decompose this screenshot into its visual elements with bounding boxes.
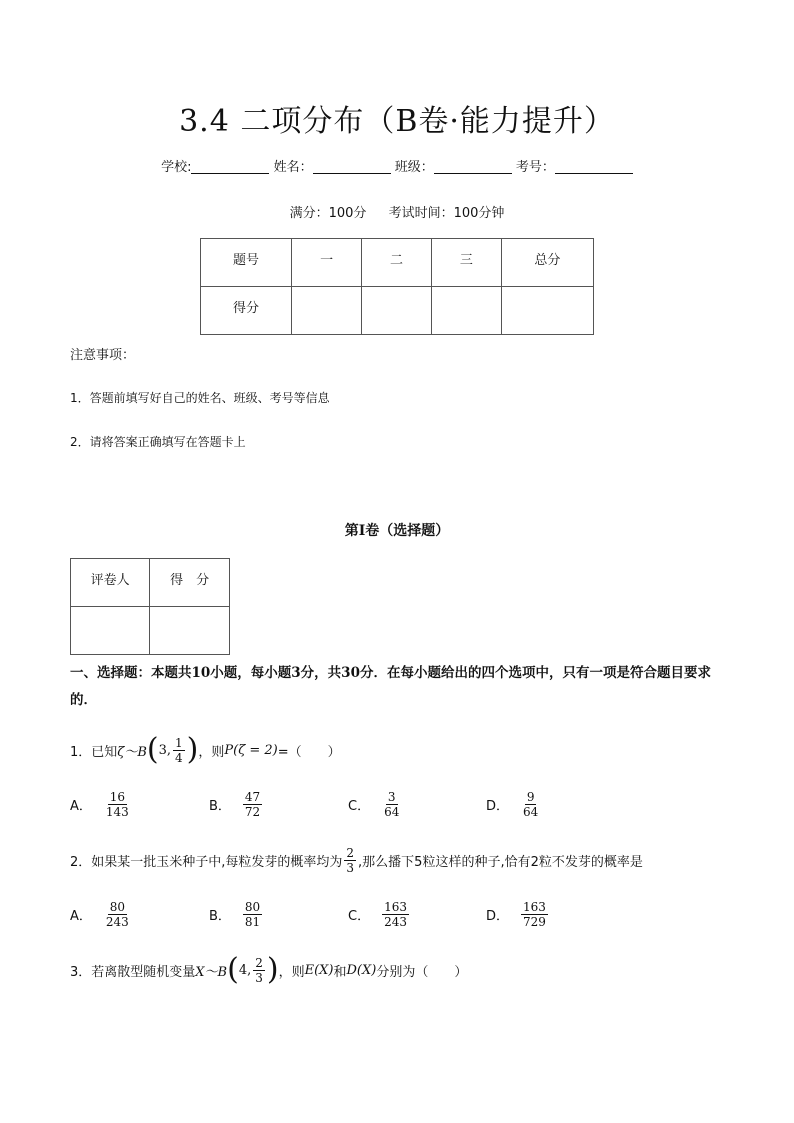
score-cell[interactable] xyxy=(501,287,593,335)
number-blank xyxy=(555,159,633,174)
fraction-numerator: 9 xyxy=(526,790,535,804)
question-text: ,那么播下5粒这样的种子,恰有2粒不发芽的概率是 xyxy=(358,855,643,870)
math-expression: E(X) xyxy=(304,962,334,978)
question-text: 1．已知 xyxy=(70,744,118,760)
option-label: B． xyxy=(209,799,231,814)
option-label: D． xyxy=(486,909,510,924)
fraction-numerator: 3 xyxy=(387,790,396,804)
option-d[interactable] xyxy=(486,790,542,819)
question-text: 分别为（ ） xyxy=(376,964,468,980)
fraction-denominator: 81 xyxy=(244,915,261,929)
math-expression: P(ζ = 2) xyxy=(224,742,278,758)
question-text: =（ ） xyxy=(277,744,341,760)
fraction-numerator: 80 xyxy=(109,900,125,914)
question-2 xyxy=(70,846,643,875)
grader-cell[interactable] xyxy=(71,607,150,655)
exam-time: 考试时间：100分钟 xyxy=(388,206,505,221)
part-heading: 一、选择题：本题共10小题，每小题3分，共30分．在每小题给出的四个选项中，只有一项是符合题目要求的． xyxy=(70,665,711,708)
full-score: 满分：100分 xyxy=(289,206,367,221)
option-a[interactable] xyxy=(70,900,133,929)
score-header-cell: 二 xyxy=(362,239,432,287)
fraction-numerator: 2 xyxy=(346,846,355,860)
option-b[interactable] xyxy=(209,790,264,819)
grader-header-cell: 评卷人 xyxy=(71,559,150,607)
fraction-numerator: 1 xyxy=(175,735,183,750)
score-row-label: 得分 xyxy=(201,287,292,335)
fraction-denominator: 243 xyxy=(105,915,129,929)
option-label: C． xyxy=(348,909,371,924)
grader-table xyxy=(70,558,230,655)
question-text: ，则 xyxy=(278,964,305,980)
math-expression: ζ～B xyxy=(117,744,147,760)
fraction-denominator: 243 xyxy=(384,915,407,929)
fraction-numerator: 163 xyxy=(523,900,546,914)
number-label: 考号： xyxy=(515,160,555,175)
score-header-cell: 题号 xyxy=(201,239,292,287)
option-d[interactable] xyxy=(486,900,550,929)
option-a[interactable] xyxy=(70,790,133,819)
notes-heading: 注意事项： xyxy=(70,348,136,363)
name-blank xyxy=(313,159,391,174)
option-label: D． xyxy=(486,799,510,814)
fraction-numerator: 163 xyxy=(384,900,407,914)
option-label: A． xyxy=(70,799,92,814)
fraction-numerator: 47 xyxy=(244,790,261,804)
score-header-cell: 总分 xyxy=(501,239,593,287)
score-cell[interactable] xyxy=(431,287,501,335)
option-label: C． xyxy=(348,799,371,814)
score-table xyxy=(200,238,594,335)
math-expression: 4, xyxy=(238,962,252,978)
school-label: 学校: xyxy=(161,160,192,175)
fraction-denominator: 4 xyxy=(175,750,183,765)
fraction-numerator: 16 xyxy=(109,790,125,804)
note-item: 1．答题前填写好自己的姓名、班级、考号等信息 xyxy=(70,391,330,405)
question-text: 3．若离散型随机变量 xyxy=(70,964,196,980)
fraction-denominator: 729 xyxy=(523,915,546,929)
name-label: 姓名： xyxy=(273,160,313,175)
grader-header-cell: 得 分 xyxy=(150,559,230,607)
question-text: ，则 xyxy=(198,744,225,760)
option-c[interactable] xyxy=(348,900,411,929)
math-expression: X～B xyxy=(195,964,228,980)
option-label: B． xyxy=(209,909,231,924)
fraction-denominator: 64 xyxy=(523,805,539,819)
fraction-denominator: 3 xyxy=(255,970,263,985)
class-label: 班级： xyxy=(394,160,434,175)
option-label: A． xyxy=(70,909,92,924)
student-info-line xyxy=(0,156,794,175)
fraction xyxy=(253,956,265,985)
question-1: 1．已知 ζ～B ( 3, $\frac{1}{4}$ ) ，则 P(ζ = 2) =（ ） xyxy=(70,732,341,767)
score-cell[interactable] xyxy=(292,287,362,335)
fraction xyxy=(173,736,185,765)
school-blank xyxy=(191,159,269,174)
page-title: 3.4 二项分布（B卷·能力提升） xyxy=(179,104,615,139)
fraction-denominator: 143 xyxy=(105,805,129,819)
fraction-denominator: 72 xyxy=(244,805,261,819)
option-b[interactable] xyxy=(209,900,264,929)
math-expression: D(X) xyxy=(346,962,377,978)
fraction-numerator: 80 xyxy=(244,900,261,914)
class-blank xyxy=(434,159,512,174)
fraction-denominator: 3 xyxy=(346,861,355,875)
fraction xyxy=(344,846,356,875)
fraction-denominator: 64 xyxy=(384,805,400,819)
note-item: 2．请将答案正确填写在答题卡上 xyxy=(70,435,246,449)
score-header-cell: 一 xyxy=(292,239,362,287)
grader-cell[interactable] xyxy=(150,607,230,655)
question-text: 2．如果某一批玉米种子中,每粒发芽的概率均为 xyxy=(70,855,343,870)
score-cell[interactable] xyxy=(362,287,432,335)
section-title: 第I卷（选择题） xyxy=(344,523,450,539)
score-header-cell: 三 xyxy=(431,239,501,287)
math-expression: 3, xyxy=(158,742,172,758)
option-c[interactable] xyxy=(348,790,403,819)
fraction-numerator: 2 xyxy=(255,955,263,970)
question-3: 3．若离散型随机变量 X～B ( 4, $\frac{2}{3}$ ) ，则 E(X) 和 D(X) 分别为（ ） xyxy=(70,952,468,987)
exam-meta xyxy=(0,202,794,221)
question-text: 和 xyxy=(333,964,347,980)
